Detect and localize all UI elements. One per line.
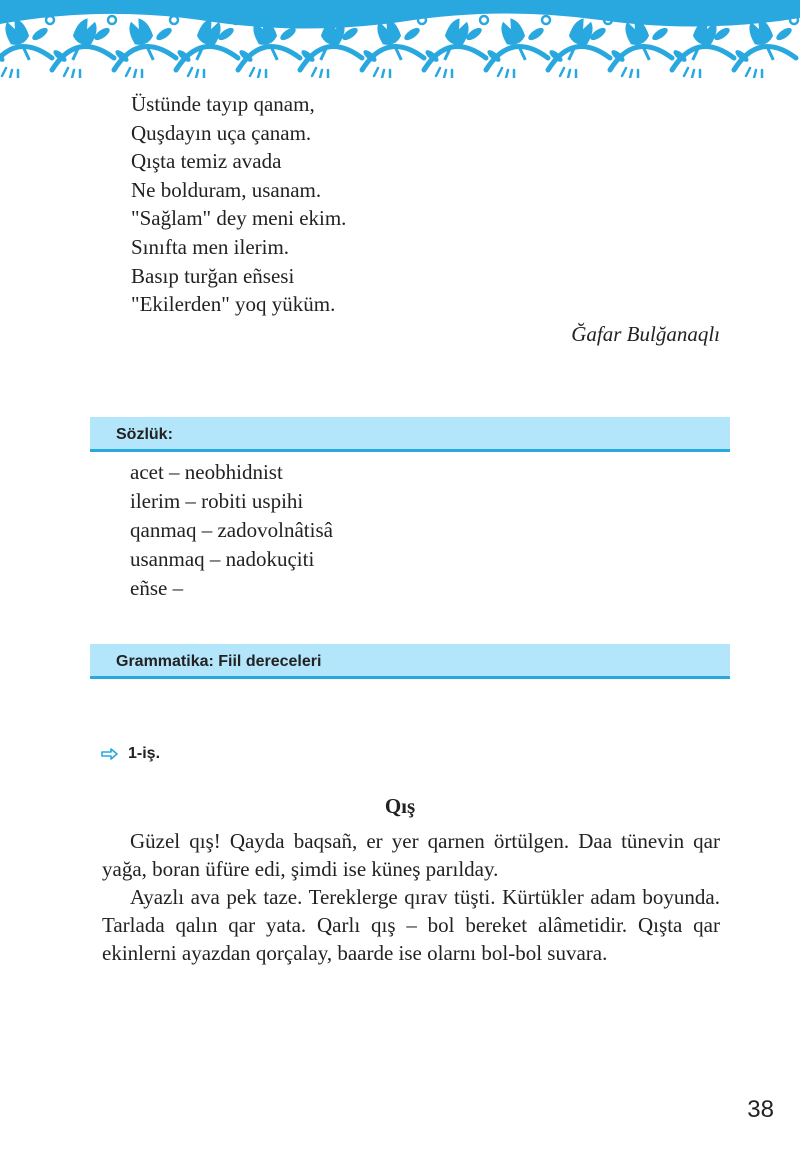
story-paragraph: Güzel qış! Qayda baqsañ, er yer qarnen örtülgen. Daa tünevin qar yağa, boran üfüre edi, şimdi ise küneş parılday.	[102, 829, 720, 881]
vocabulary-heading: Sözlük:	[90, 417, 730, 452]
story-text	[102, 827, 720, 967]
page-number: 38	[747, 1096, 774, 1123]
poem-line: "Sağlam" dey meni ekim.	[131, 206, 347, 231]
poem-line: Quşdayın uça çanam.	[131, 120, 312, 145]
poem	[131, 90, 346, 319]
poem-line: "Ekilerden" yoq yüküm.	[131, 292, 336, 317]
poem-line: Üstünde tayıp qanam,	[131, 92, 315, 116]
vocabulary-entry: qanmaq – zadovolnâtisâ	[130, 518, 333, 542]
poem-line: Basıp turğan eñsesi	[131, 263, 295, 288]
vocabulary-entry: eñse –	[130, 576, 184, 600]
vocabulary-entry: ilerim – robiti uspihi	[130, 489, 304, 513]
task-number: 1-iş.	[128, 745, 161, 762]
story-paragraph: Ayazlı ava pek taze. Tereklerge qırav tüşti. Kürtükler adam boyunda. Tarlada qalın qar yata. Qarlı qış – bol bereket alâmetidir. Qışta qar ekinlerni ayazdan qorçalay, baarde ise olarnı bol-bol suvara.	[102, 885, 720, 965]
poem-line: Sınıfta men ilerim.	[131, 234, 290, 259]
arrow-right-icon	[101, 748, 119, 760]
task-label	[101, 745, 160, 763]
poem-author: Ğafar Bulğanaqlı	[571, 322, 720, 346]
story-title: Qış	[384, 794, 416, 818]
vocabulary-list	[130, 458, 333, 603]
grammar-heading: Grammatika: Fiil dereceleri	[90, 644, 730, 679]
vocabulary-entry: acet – neobhidnist	[130, 460, 283, 484]
poem-line: Ne bolduram, usanam.	[131, 177, 322, 202]
floral-ornament-border	[0, 0, 800, 78]
vocabulary-entry: usanmaq – nadokuçiti	[130, 547, 315, 571]
poem-line: Qışta temiz avada	[131, 149, 282, 174]
